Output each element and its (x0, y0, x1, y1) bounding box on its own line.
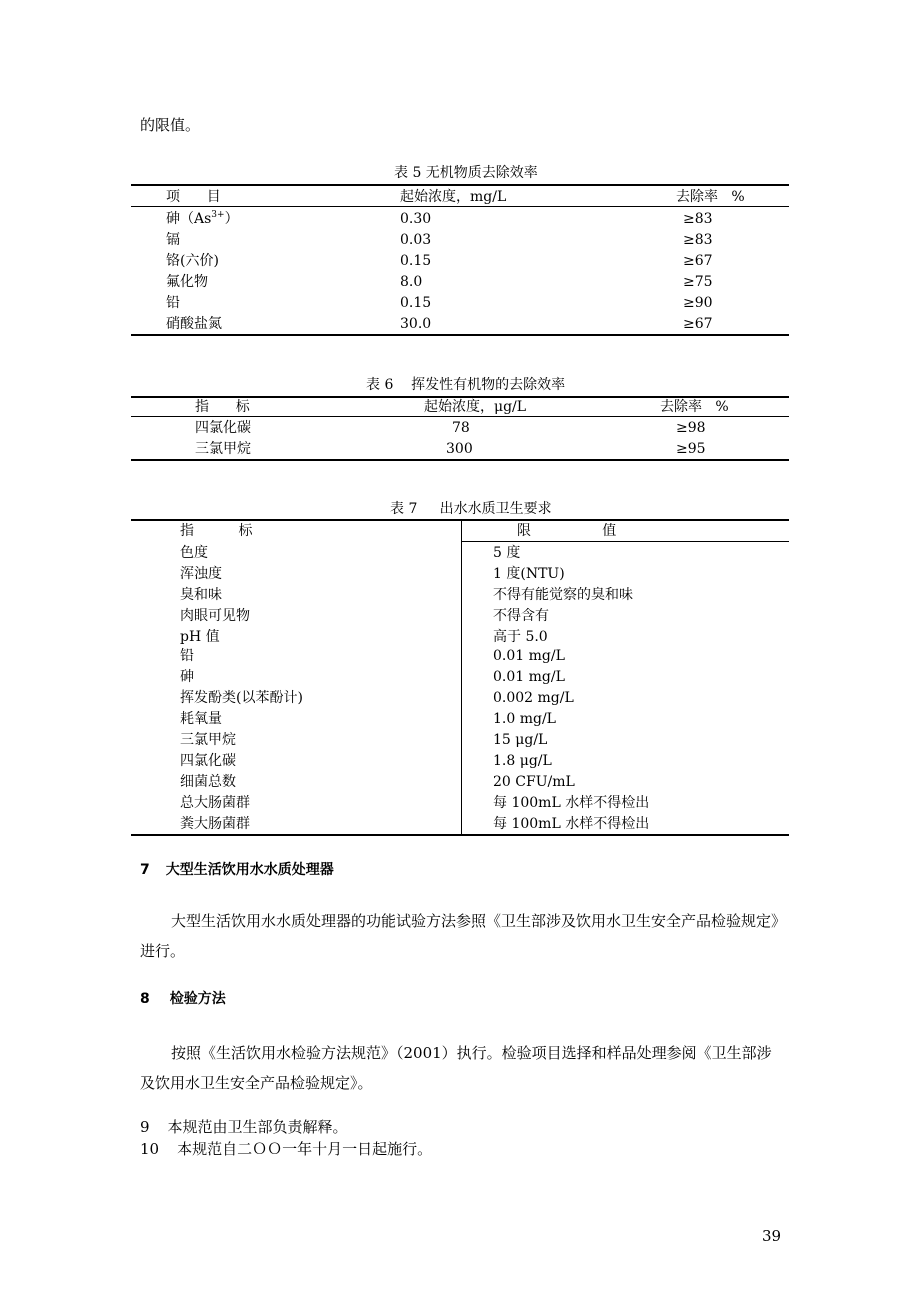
table7-cell-name: 粪大肠菌群 (180, 816, 250, 832)
table7-cell-limit: 每 100mL 水样不得检出 (493, 795, 650, 811)
table6-cell-name: 三氯甲烷 (195, 441, 251, 457)
table5-header-item: 项 目 (166, 189, 221, 205)
section7-body: 大型生活饮用水水质处理器的功能试验方法参照《卫生部涉及饮用水卫生安全产品检验规定》进行。 (140, 912, 779, 960)
table5-cell-rate: ≥67 (683, 253, 713, 269)
table7-cell-name: pH 值 (180, 629, 220, 645)
table6-cell-rate: ≥95 (676, 441, 706, 457)
item10-text: 本规范自二ＯＯ一年十月一日起施行。 (177, 1140, 433, 1158)
item10-number: 10 (140, 1140, 160, 1158)
table5-cell-conc: 8.0 (400, 274, 423, 290)
table5-cell-conc: 0.30 (400, 211, 432, 227)
table7-cell-name: 铅 (180, 648, 194, 664)
table7-cell-limit: 高于 5.0 (493, 629, 548, 645)
table7-cell-name: 浑浊度 (180, 566, 222, 582)
intro-text: 的限值。 (140, 116, 201, 134)
table5-cell-conc: 0.15 (400, 253, 432, 269)
table7-cell-limit: 1.0 mg/L (493, 711, 556, 727)
table5-header-rule (131, 206, 789, 207)
table7-cell-limit: 5 度 (493, 545, 521, 561)
table6-cell-conc: 78 (452, 420, 470, 436)
table5-header-rate: 去除率 % (676, 189, 745, 205)
table7-header-rule (462, 541, 789, 542)
section7-heading (140, 863, 334, 877)
table5-cell-name: 砷$(As^{3+})$ (166, 210, 239, 227)
table7-cell-limit: 15 μg/L (493, 732, 548, 748)
table7-cell-limit: 20 CFU/mL (493, 774, 575, 790)
table5-cell-conc: 0.15 (400, 295, 432, 311)
table5-cell-rate: ≥67 (683, 316, 713, 332)
table7-header-item: 指 标 (180, 523, 253, 539)
table6-top-rule (131, 396, 789, 398)
table7-cell-name: 肉眼可见物 (180, 608, 250, 624)
table7-cell-limit: 不得含有 (493, 608, 549, 624)
table5-cell-name: 氟化物 (166, 274, 208, 290)
section8-number: 8 (140, 991, 150, 1007)
table7-cell-limit: 1 度(NTU) (493, 566, 565, 582)
table6-header-conc: 起始浓度，μg/L (424, 399, 527, 415)
table7-column-divider (461, 520, 462, 834)
table7-cell-name: 色度 (180, 545, 208, 561)
section7-number: 7 (140, 862, 150, 878)
table7-cell-name: 三氯甲烷 (180, 732, 236, 748)
table7-cell-limit: 1.8 μg/L (493, 753, 552, 769)
table7-header-limit: 限 值 (517, 523, 617, 539)
table5-caption: 表 5 无机物质去除效率 (394, 165, 538, 181)
table6-cell-rate: ≥98 (676, 420, 706, 436)
table7-cell-name: 砷 (180, 669, 194, 685)
table7-caption: 表 7 出水水质卫生要求 (390, 501, 552, 517)
table7-bottom-rule (131, 834, 789, 836)
table5-cell-rate: ≥90 (683, 295, 713, 311)
table5-cell-conc: 0.03 (400, 232, 432, 248)
page-number: 39 (762, 1227, 782, 1245)
section8-body: 按照《生活饮用水检验方法规范》（2001）执行。检验项目选择和样品处理参阅《卫生部涉及饮用水卫生安全产品检验规定》。 (140, 1044, 772, 1092)
table7-cell-name: 总大肠菌群 (180, 795, 250, 811)
section7-title: 大型生活饮用水水质处理器 (165, 862, 334, 878)
table6-header-item: 指 标 (195, 399, 250, 415)
table5-top-rule (131, 184, 789, 186)
table5-bottom-rule (131, 334, 789, 336)
table5-header-conc: 起始浓度，mg/L (400, 189, 507, 205)
table7-cell-name: 四氯化碳 (180, 753, 236, 769)
item9-text: 本规范由卫生部负责解释。 (167, 1118, 348, 1136)
table5-cell-name: 铬(六价) (166, 253, 219, 269)
section8-title: 检验方法 (169, 991, 226, 1007)
table7-cell-limit: 0.01 mg/L (493, 648, 565, 664)
table5-cell-rate: ≥83 (683, 211, 713, 227)
table7-top-rule (131, 519, 789, 521)
table6-caption: 表 6 挥发性有机物的去除效率 (366, 377, 566, 393)
item10 (140, 1142, 432, 1157)
table7-cell-limit: 0.002 mg/L (493, 690, 574, 706)
table7-cell-name: 臭和味 (180, 587, 222, 603)
table7-cell-limit: 0.01 mg/L (493, 669, 565, 685)
item9-number: 9 (140, 1118, 150, 1136)
table7-cell-name: 细菌总数 (180, 774, 236, 790)
table6-header-rule (131, 416, 789, 417)
table7-cell-name: 耗氧量 (180, 711, 222, 727)
table6-header-rate: 去除率 % (660, 399, 729, 415)
table7-cell-limit: 每 100mL 水样不得检出 (493, 816, 650, 832)
table5-cell-conc: 30.0 (400, 316, 432, 332)
table7-cell-limit: 不得有能觉察的臭和味 (493, 587, 633, 603)
table5-cell-rate: ≥83 (683, 232, 713, 248)
table6-cell-name: 四氯化碳 (195, 420, 251, 436)
table6-cell-conc: 300 (446, 441, 473, 457)
table5-cell-name: 硝酸盐氮 (166, 316, 222, 332)
table5-cell-name: 镉 (166, 232, 180, 248)
table5-cell-name: 铅 (166, 295, 180, 311)
item9 (140, 1120, 348, 1135)
table5-cell-rate: ≥75 (683, 274, 713, 290)
table7-cell-name: 挥发酚类(以苯酚计) (180, 690, 303, 706)
section8-heading (140, 992, 226, 1006)
table6-bottom-rule (131, 459, 789, 461)
